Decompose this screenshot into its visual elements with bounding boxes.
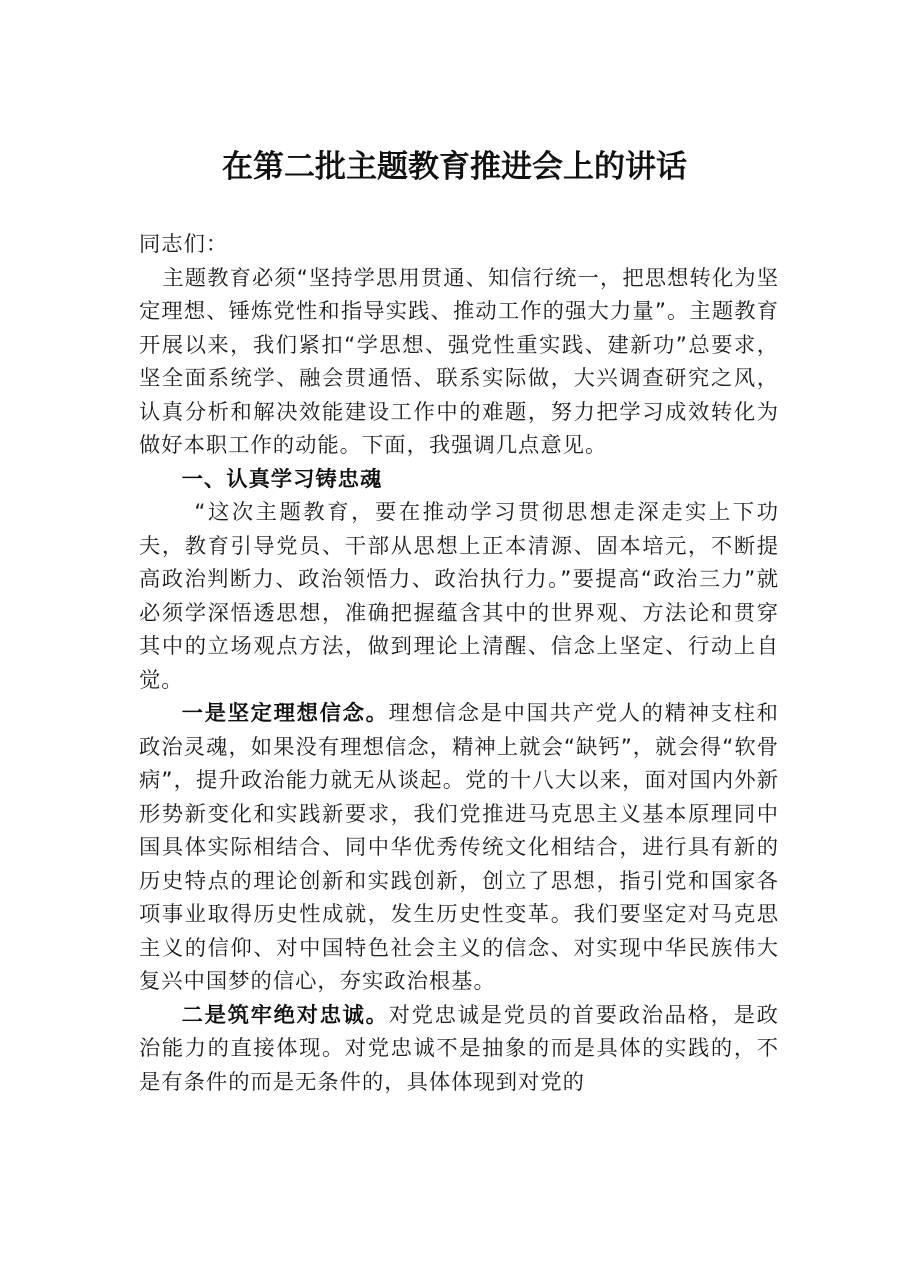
point-1-paragraph xyxy=(139,697,779,999)
document-title: 在第二批主题教育推进会上的讲话 xyxy=(222,149,687,185)
salutation: 同志们： xyxy=(139,232,229,257)
point-2-lead: 二是筑牢绝对忠诚。 xyxy=(181,1002,389,1028)
point-1-lead: 一是坚定理想信念。 xyxy=(181,701,389,726)
intro-paragraph: 主题教育必须“坚持学思用贯通、知信行统一，把思想转化为坚定理想、锤炼党性和指导实践、推动工作的强大力量”。主题教育开展以来，我们紧扣“学思想、强党性重实践、建新功”总要求，坚全面系统学、融会贯通悟、联系实际做，大兴调查研究之风，认真分析和解决效能建设工作中的难题，努力把学习成效转化为做好本职工作的动能。下面，我强调几点意见。 xyxy=(139,265,779,458)
section-heading-1: 一、认真学习铸忠魂 xyxy=(181,466,383,492)
point-1-text: 理想信念是中国共产党人的精神支柱和政治灵魂，如果没有理想信念，精神上就会“缺钙”，就会得“软骨病”，提升政治能力就无从谈起。党的十八大以来，面对国内外新形势新变化和实践新要求，我们党推进马克思主义基本原理同中国具体实际相结合、同中华优秀传统文化相结合，进行具有新的历史特点的理论创新和实践创新，创立了思想，指引党和国家各项事业取得历史性成就，发生历史性变革。我们要坚定对马克思主义的信仰、对中国特色社会主义的信念、对实现中华民族伟大复兴中国梦的信心，夯实政治根基。 xyxy=(139,701,779,994)
section-1-paragraph: “这次主题教育，要在推动学习贯彻思想走深走实上下功夫，教育引导党员、干部从思想上正本清源、固本培元，不断提高政治判断力、政治领悟力、政治执行力。”要提高“政治三力”就必须学深悟透思想，准确把握蕴含其中的世界观、方法论和贯穿其中的立场观点方法，做到理论上清醒、信念上坚定、行动上自觉。 xyxy=(139,500,779,693)
document-body xyxy=(139,228,779,1099)
point-2-paragraph xyxy=(139,999,779,1100)
point-2-text: 对党忠诚是党员的首要政治品格，是政治能力的直接体现。对党忠诚不是抽象的而是具体的实践的，不是有条件的而是无条件的，具体体现到对党的 xyxy=(139,1002,779,1095)
